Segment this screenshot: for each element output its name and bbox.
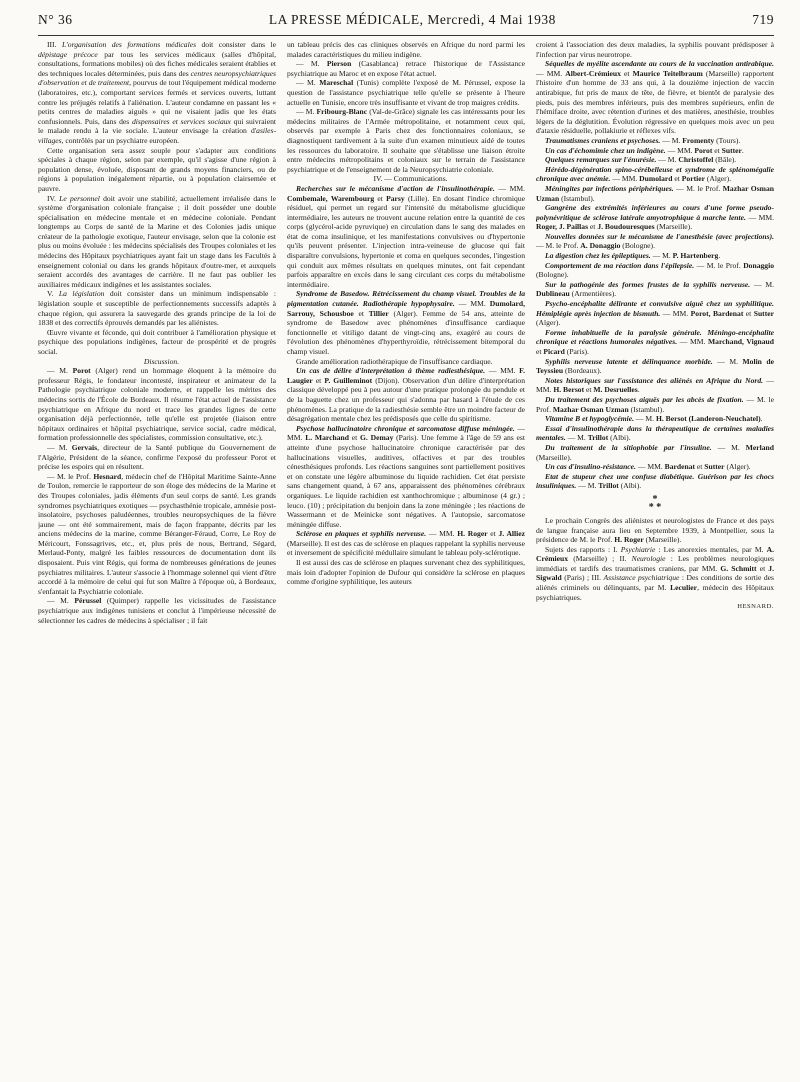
communication-entry xyxy=(287,529,525,558)
text-run: (Alger). xyxy=(724,462,751,472)
text-run: (Marseille). xyxy=(643,535,682,545)
communication-entry xyxy=(536,203,774,232)
communication-entry xyxy=(536,395,774,414)
author-name: Parsy xyxy=(386,193,405,203)
author-name: Sutter xyxy=(721,145,742,155)
text-run: et xyxy=(374,193,387,203)
communication-title: Psycho-encéphalite délirante et convulsive aiguë chez un syphilitique. Hémiplégie après injection de bismuth. xyxy=(536,299,774,318)
emphasis-text: dépistage précoce xyxy=(38,49,98,59)
communication-title: Comportement de ma réaction dans l'épilepsie. xyxy=(545,260,695,270)
page-number: 719 xyxy=(752,12,774,27)
author-name: G. Schmitt xyxy=(720,563,757,573)
paragraph xyxy=(38,40,276,146)
author-name: Mazhar Osman Uzman xyxy=(536,183,774,203)
paragraph: Cette organisation sera assez souple pour s'adapter aux conditions spéciales à chaque région, selon par exemple, qu'il s'agisse d'une région à population dense, évoluée, disposant de grands moyens financiers, ou de régions à population inégalement répartie, ou à population clairsemée et pauvre. xyxy=(38,145,276,193)
text-run: et xyxy=(620,68,633,78)
journal-title: LA PRESSE MÉDICALE, xyxy=(268,12,424,27)
author-name: J. Boudouresques xyxy=(597,222,655,232)
text-run: (Quimper) rappelle les vicissitudes de l'assistance psychiatrique aux indigènes tunisiens et conclut à l'impérieuse nécessité de sélectionner les cadres de médecins à spécialiser ; il fait xyxy=(38,596,276,625)
emphasis-text: Neurologie xyxy=(631,554,666,564)
communication-entry xyxy=(536,184,774,203)
text-run: (Armentières). xyxy=(569,289,617,299)
communication-title: Syndrome de Basedow. Rétrécissement du champ visuel. Troubles de la pigmentation cutanée. Radiothérapie hypophysaire. xyxy=(287,289,525,309)
text-run: — M. xyxy=(712,356,743,366)
author-name: H. Bersot (Landeron-Neuchatel) xyxy=(655,414,761,424)
author-name: Mareschal xyxy=(319,78,354,88)
communication-entry xyxy=(536,59,774,136)
author-name: Fromenty xyxy=(682,135,715,145)
communication-title: Forme inhabituelle de la paralysie générale. Méningo-encéphalite chronique et réactions humorales négatives. xyxy=(536,327,774,347)
text-run: — MM. xyxy=(454,299,490,309)
communication-entry xyxy=(536,414,774,424)
text-run: (Alger). xyxy=(704,174,732,184)
announcement-paragraph xyxy=(536,516,774,545)
text-run: et xyxy=(487,529,499,539)
discussion-entry xyxy=(38,472,276,597)
communication-entry xyxy=(536,146,774,156)
communication-title: Psychose hallucinatoire chronique et sarcomatose diffuse méningée. xyxy=(296,423,515,433)
text-run: (Dijon). Observation d'un délire d'interprétation classique développé peu à peu autour d'une pratique prolongée du pendule et de la baguette chez un professeur qui s'adonna par hasard à l'étude de ces phénomènes. La pratique de la radiesthésie semble être un moindre facteur de désagrégation mentale chez les prédisposés que celle du spiritisme. xyxy=(287,375,525,424)
text-run: (Bologne). xyxy=(620,241,655,251)
column-1 xyxy=(38,40,276,625)
communication-entry xyxy=(536,280,774,299)
author-name: A. Crémieux xyxy=(536,544,774,564)
text-run: — M. xyxy=(47,596,75,606)
communication-title: Sclérose en plaques et syphilis nerveuse. xyxy=(296,529,427,539)
paragraph: un tableau précis des cas cliniques observés en Afrique du nord parmi les malades caractéristiques du milieu indigène. xyxy=(287,40,525,59)
section-heading-communications: IV. — Communications. xyxy=(373,174,448,184)
column-2 xyxy=(287,40,525,625)
text-run: et xyxy=(672,174,682,184)
asterism xyxy=(536,493,774,513)
text-run: — M. xyxy=(650,251,673,261)
communication-title: Séquelles de myélite ascendante au cours de la vaccination antirabique. xyxy=(545,59,774,69)
text-columns xyxy=(38,40,774,625)
text-run: — MM. xyxy=(287,423,525,443)
author-name: Dumolard, Sarrouy, Schousboe xyxy=(287,299,525,318)
author-name: G. Demay xyxy=(360,433,394,443)
author-name: Albert-Crémieux xyxy=(565,68,621,78)
text-run: — MM. xyxy=(635,462,665,472)
text-run: IV. xyxy=(47,193,60,203)
author-name: Mazhar Osman Uzman xyxy=(552,404,629,414)
discussion-entry xyxy=(287,59,525,78)
text-run: Le prochain Congrès des aliénistes et neurologistes de France et des pays de langue française aura lieu en Septembre 1939, à Montpellier, sous la présidence de M. le Prof. xyxy=(536,515,774,545)
author-name: Maurice Teitelbraum xyxy=(632,68,703,78)
text-run: qui suivraient le malade rendu à la vie sociale. L'auteur envisage la création d' xyxy=(38,116,276,136)
text-run: : Les anorexies mentales, par M. xyxy=(655,544,767,554)
text-run: et xyxy=(588,222,598,232)
paragraph xyxy=(38,194,276,290)
text-run: (Istambul). xyxy=(628,404,665,414)
text-run: — M. le Prof. xyxy=(536,394,774,414)
communication-entry xyxy=(536,136,774,146)
text-run: (Paris). xyxy=(564,347,589,356)
text-run: — M. xyxy=(296,59,327,69)
author-name: Dumolard xyxy=(639,174,673,184)
author-name: P. Guilleminot xyxy=(324,375,373,385)
author-name: J. Sigwald xyxy=(536,563,774,583)
emphasis-text: Le personnel xyxy=(59,193,100,203)
text-run: (Alger). xyxy=(536,318,561,328)
text-run: (Paris). Une femme à l'âge de 59 ans est atteinte d'une psychose hallucinatoire chronique caractérisée par des hallucinations visuelles, auditives, olfactives et par des troubles cénesthésiques profonds. Les réactions sanguines sont partiellement positives et on constate une légère albuminose du liquide rachidien. Cet état persiste sans changement quand, à 67 ans, apparaissent des phénomènes cérébraux organiques. Le liquide rachidien est xanthochromique ; albuminose (4 gr.) ; leuco. (10) ; précipitation du benjoin dans la zone méningée ; les réactions de Wassermann et de Meinicke sont négatives. A l'autopsie, sarcomatose méningée diffuse. xyxy=(287,433,525,529)
author-name: Donaggio xyxy=(743,260,774,270)
text-run: (Bordeaux). xyxy=(563,366,602,376)
author-signature: HESNARD. xyxy=(737,603,774,611)
text-run: — M. xyxy=(47,366,73,376)
text-run: doit avoir une stabilité, actuellement irréalisée dans le système d'organisation coloniale française ; il doit posséder une double spécialisation en médecine mentale et en médecine coloniale. Pendant longtemps au Corps de santé de la Marine et des Colonies jadis unique créateur de la pathologie exotique, l'auteur envisage, selon que la colonie est plus ou moins évoluée : les médecins spécialisés des Troupes coloniales et les médecins des Hôpitaux psychiatriques ayant fait un stage dans les Facultés à enseignement colonial ou dans les grands hôpitaux d'outre-mer, et auxquels seraient accordés des avantages de carrière. Il ne faut pas oublier les auxiliaires médicaux indigènes et les assistantes sociales. xyxy=(38,193,276,289)
communication-entry xyxy=(536,424,774,443)
text-run: , pourvus de tout l'équipement médical moderne (laboratoires, etc.), comportant services fermés et services ouverts, luttant contre les préjugés relatifs à l'aliénation. L'auteur condamne en passant les « petits centres de maladies aiguës » qui ne visaient jadis que les états confusionnels. Puis, dans des xyxy=(38,78,276,126)
text-run: et xyxy=(695,462,705,472)
discussion-entry xyxy=(287,78,525,107)
communication-title: Essai d'insulinothérapie dans la thérapeutique de certaines maladies mentales. xyxy=(536,423,774,443)
communication-entry xyxy=(536,376,774,395)
text-run: . xyxy=(637,385,640,395)
communication-entry xyxy=(287,289,525,356)
text-run: : Les problèmes neurologiques immédiats et tardifs des traumatismes craniens, par MM. xyxy=(536,554,774,573)
text-run: et xyxy=(312,375,325,385)
text-run: (Bâle). xyxy=(713,155,737,165)
text-run: par tous les services médicaux (salles d'hôpital, consultations, formations mobiles) où des fiches médicales seraient établies et des techniques locales déterminées, puis dans des xyxy=(38,49,276,78)
paragraph: Grande amélioration radiothérapique de l'insuffisance cardiaque. xyxy=(296,356,493,366)
text-run: et xyxy=(743,308,754,318)
text-run: — MM. xyxy=(494,183,525,193)
text-run: (Marseille). xyxy=(536,452,572,462)
emphasis-text: Assistance psychiatrique xyxy=(603,573,680,583)
text-run: (Bologne). xyxy=(536,270,569,280)
column-3 xyxy=(536,40,774,625)
author-name: Porot, Bardenat xyxy=(690,308,744,318)
author-name: Porot xyxy=(72,366,91,376)
text-run: — M. xyxy=(296,107,317,117)
text-run: , contrôlés par un psychiatre européen. xyxy=(61,135,180,145)
discussion-entry xyxy=(38,366,276,443)
text-run: (Istambul). xyxy=(559,193,595,203)
author-name: H. Bersot xyxy=(553,385,585,395)
paragraph: croient à l'association des deux maladies, la syphilis pouvant prédisposer à l'infection par virus neurotrope. xyxy=(536,40,774,59)
text-run: — MM. xyxy=(536,68,566,78)
author-name: J. Alliez xyxy=(498,529,525,539)
text-run: — M. le Prof. xyxy=(536,241,581,251)
journal-title-line xyxy=(73,12,753,28)
communication-entry xyxy=(536,261,774,280)
text-run: et xyxy=(353,308,369,318)
communication-title: Un cas d'échomimie chez un indigène. xyxy=(545,145,666,155)
communication-title: Notes historiques sur l'assistance des aliénés en Afrique du Nord. xyxy=(545,375,764,385)
communication-title: Nouvelles données sur le mécanisme de l'anesthésie (avec projections). xyxy=(545,231,774,241)
asterism-bottom: * * xyxy=(648,501,662,513)
discussion-entry xyxy=(38,443,276,472)
author-name: Dublineau xyxy=(536,289,570,299)
text-run: — MM. xyxy=(485,366,520,376)
emphasis-text: L'organisation des formations médicales xyxy=(61,40,197,49)
communication-title: Un cas d'insulino-résistance. xyxy=(545,462,636,472)
text-run: , médecin chef de l'Hôpital Maritime Sainte-Anne de Toulon, remercie le rapporteur de son éloge des médecins de la Marine et des Troupes coloniales, jadis éléments d'un seul corps de santé. Les grands syndromes psychiatriques exotiques — psychasthénie tropicale, amnésie post-insolatoire, psychoses paludéennes, troubles neuropsychiques de la fièvre jaune — ont été sommairement, mais de façon frappante, décrits par les anciens médecins de la marine, comme Béranger-Féraud, Corre, Le Roy de Méricourt, Fonssagrives, etc., et, plus près de nous, Bertrand, Ségard, Merlaud-Ponty, malgré les faibles ressources de documentation dont ils disposaient. Puis vint Régis, qui forma de nombreuses générations de jeunes psychiatres militaires. L'auteur s'associe à l'hommage solennel qui vient d'être accordé à la mémoire de celui qui fut son Maître à l'époque où, à Bordeaux, s'enfantait la Psychiatrie coloniale. xyxy=(38,471,276,596)
text-run: , directeur de la Santé publique du Gouvernement de l'Algérie, Président de la séance, confirme l'exposé du professeur Porot et précise les espoirs qui en résultent. xyxy=(38,442,276,472)
emphasis-text: Psychiatrie xyxy=(620,544,656,554)
text-run: — M. xyxy=(660,135,683,145)
text-run: et xyxy=(584,385,594,395)
text-run: — MM. xyxy=(660,308,691,318)
text-run: et xyxy=(536,347,544,356)
author-name: H. Roger xyxy=(457,529,488,539)
communication-entry xyxy=(536,251,774,261)
text-run: (Marseille). xyxy=(654,222,693,232)
communication-entry xyxy=(536,472,774,491)
author-name: Portier xyxy=(681,174,705,184)
author-name: Sutter xyxy=(753,308,774,318)
author-name: Sutter xyxy=(704,462,725,472)
author-name: Leculier xyxy=(670,583,698,593)
communication-entry xyxy=(536,328,774,357)
running-head xyxy=(38,12,774,34)
discussion-entry xyxy=(38,596,276,625)
communication-entry xyxy=(536,462,774,472)
text-run: , médecin des Hôpitaux psychiatriques. xyxy=(536,583,774,602)
text-run: — MM. xyxy=(426,529,458,539)
communication-title: Quelques remarques sur l'énurésie. xyxy=(545,155,657,165)
emphasis-text: asiles-villages xyxy=(38,126,276,145)
text-run: (Albi). xyxy=(618,481,642,491)
header-rule xyxy=(38,35,774,36)
announcement-paragraph xyxy=(536,545,774,603)
author-name: Picard xyxy=(543,347,565,356)
author-name: L. Marchand xyxy=(305,433,349,443)
communication-entry xyxy=(287,424,525,530)
author-name: Pérussel xyxy=(74,596,102,606)
author-name: A. Donaggio xyxy=(580,241,621,251)
communication-title: Vitamine B et hypoglycémie. xyxy=(545,414,635,424)
author-name: P. Hartenberg xyxy=(672,251,719,261)
text-run: — M. le Prof. xyxy=(47,471,94,481)
author-name: Porot xyxy=(694,145,713,155)
author-name: Marchand, Vignaud xyxy=(707,337,774,347)
communication-entry xyxy=(536,232,774,251)
author-name: Christoffel xyxy=(678,155,714,165)
communication-title: Du traitement de la sitiophobie par l'insuline. xyxy=(545,442,712,452)
text-run: (Marseille) ; II. xyxy=(568,554,632,564)
text-run: . xyxy=(718,251,721,261)
issue-number: N° 36 xyxy=(38,12,73,27)
author-name: H. Roger xyxy=(614,535,644,545)
communication-title: Hérédo-dégénération spino-cérébelleuse et syndrome de splénomégalie chronique avec anémie. xyxy=(536,164,774,184)
text-run: — MM. xyxy=(536,375,774,395)
text-run: — M. xyxy=(750,279,774,289)
text-run: Sujets des rapports : I. xyxy=(545,544,621,554)
text-run: (Marseille). Il est des cas de sclérose en plaques rappelant la syphilis nerveuse et inversement de spécificité médullaire simulant le tableau poly-sclérotique. xyxy=(287,538,525,558)
text-run: (Albi). xyxy=(608,433,631,443)
author-name: M. Desruelles xyxy=(593,385,638,395)
text-run: — M. le Prof. xyxy=(673,183,723,193)
author-name: Tillier xyxy=(368,308,389,318)
asterism-top: * xyxy=(652,493,658,505)
author-name: Roger, J. Paillas xyxy=(536,222,589,232)
text-run: III. xyxy=(47,40,62,49)
text-run: doit consister dans un minimum indispensable : législation souple et susceptible de perfectionnements successifs adaptés à chaque région, qui assurera la sauvegarde des grands principe de la loi de 1838 et des correctifs éprouvés demandés par les aliénistes. xyxy=(38,289,276,328)
communication-entry xyxy=(287,184,525,290)
text-run: (Tunis) complète l'exposé de M. Pérussel, expose la question de l'assistance psychiatrique telle qu'elle se présente à l'heure actuelle en Tunisie, encore très insuffisante et vivant de trop maigres crédits. xyxy=(287,78,525,107)
discussion-entry xyxy=(287,107,525,174)
text-run: . xyxy=(741,145,744,155)
section-heading-discussion: Discussion. xyxy=(143,356,180,366)
communication-title: Un cas de délire d'interprétation à thème radiesthésique. xyxy=(296,366,486,376)
emphasis-text: centres neuropsychiatriques d'observation et de traitement xyxy=(38,68,276,88)
author-name: Hesnard xyxy=(93,471,122,481)
text-run: (Tours). xyxy=(714,135,741,145)
text-run: . xyxy=(760,414,763,424)
author-name: Combemale, Warembourg xyxy=(287,193,375,203)
author-name: Pierson xyxy=(326,59,352,69)
emphasis-text: dispensaires et services sociaux xyxy=(131,116,231,126)
author-name: F. Laugier xyxy=(287,366,525,385)
text-run: — M. xyxy=(656,155,679,165)
text-run: — M. xyxy=(296,78,320,88)
communication-title: La digestion chez les épileptiques. xyxy=(545,251,651,261)
text-run: (Alger). Femme de 54 ans, atteinte de syndrome de Basedow avec phénomènes d'insuffisance cardiaque fonctionnelle et vitiligo datant de vingt-cinq ans, exagéré au cours de l'évolution des phénomènes d'hyperthyroïdie, rétrécissement bitemporal du champ visuel. xyxy=(287,308,525,356)
communication-title: Etat de stupeur chez une confuse diabétique. Guérison par les chocs insuliniques. xyxy=(536,471,774,491)
text-run: — MM. xyxy=(677,337,708,347)
issue-date: Mercredi, 4 Mai 1938 xyxy=(427,12,556,27)
text-run: (Marseille) rapportent l'histoire d'un homme de 33 ans qui, à la douzième injection de vaccin antirabique, fut pris de maux de tête, de fièvre, et bientôt de paralysie des pieds, puis des membres inférieurs, puis des membres supérieurs, enfin de l'hémiface droite, avec rétention d'urines et des matières, anesthésie, troubles légers de la déglutition. Évolution régressive en quelques mois avec un peu d'ataxie résiduelle, pollakiurie et réflexes vifs. xyxy=(536,68,774,136)
text-run: : Des conditions de sortie des aliénés criminels ou délinquants, par M. xyxy=(536,573,774,593)
paragraph xyxy=(38,289,276,327)
author-name: Trillot xyxy=(587,433,609,443)
text-run: — M. xyxy=(634,414,656,424)
text-run: — MM. xyxy=(665,145,695,155)
communication-entry xyxy=(536,155,774,165)
text-run: — M. xyxy=(47,442,72,452)
text-run: (Val-de-Grâce) signale les cas intéressants pour les médecins militaires de l'Armée métropolitaine, et notamment ceux qui, observés par exemple à Paris chez des fonctionnaires coloniaux, se diagnostiquent tardivement à la suite d'un examen minutieux aidé de toutes les ressources du laboratoire. Il souhaite que s'établisse une liaison étroite entre médecins métropolitains et coloniaux sur le terrain de l'assistance psychiatrique et de l'enseignement de la Neuropsychiatrie coloniale. xyxy=(287,107,525,174)
text-run: (Casablanca) retrace l'historique de l'Assistance psychiatrique au Maroc et en expose l'état actuel. xyxy=(287,59,525,78)
text-run: (Paris) ; III. xyxy=(561,573,604,583)
text-run: — M. le Prof. xyxy=(694,260,744,270)
text-run: — M. xyxy=(711,442,746,452)
communication-entry xyxy=(287,366,525,424)
author-name: Trillot xyxy=(598,481,619,491)
text-run: — M. xyxy=(576,481,599,491)
communication-title: Recherches sur le mécanisme d'action de l'insulinothérapie. xyxy=(296,183,495,193)
author-name: Gervais xyxy=(71,442,98,452)
text-run: et xyxy=(348,433,361,443)
text-run: (Lille). En dosant l'indice chromique résiduel, qui permet un regard sur l'intensité du métabolisme glucidique intermédiaire, les auteurs ne trouvent aucune relation entre la quantité de ces corps (glycérol-acide pyruvique) en circulation dans le sang des malades en état de coma insulinique, et les manifestations convulsives ou d'hypertonie qu'ils peuvent présenter. L'injection intra-veineuse de glucose qui fait disparaître convulsions, hypertonie et coma en quelques secondes, l'ingestion qui conduit aux mêmes résultats en quelques minutes, ont fait cependant parfois apparaître en excès dans le sang circulant ces corps du métabolisme intermédiaire. xyxy=(287,193,525,289)
author-name: Merland xyxy=(745,442,774,452)
text-run: — MM. xyxy=(610,174,640,184)
communication-entry xyxy=(536,299,774,328)
text-run: (Alger) rend un hommage éloquent à la mémoire du professeur Régis, le fondateur incontesté, inspirateur et animateur de la Pathologie psychiatrique coloniale moderne, et rappelle les mérites des médecins sortis de l'École de Bordeaux. Il résume l'état actuel de l'assistance psychiatrique en Afrique du nord et trace les grandes lignes de cette organisation déjà perfectionnée, telle qu'elle est projetée (liaison entre hôpitaux ordinaires et hôpital psychiatrique, service social, cadre médical, formation professionnelle des spécialistes, commission consultative, etc.). xyxy=(38,366,276,443)
paragraph: Œuvre vivante et féconde, qui doit contribuer à l'amélioration physique et psychique des populations indigènes, facteur de prospérité et de progrès social. xyxy=(38,327,276,356)
communication-entry xyxy=(536,443,774,462)
text-run: et xyxy=(756,563,769,573)
communication-entry xyxy=(536,165,774,184)
text-run: doit consister dans le xyxy=(196,40,276,49)
communication-title: Gangrène des extrémités inférieures au cours d'une forme pseudo-polynévritique de sclérose latérale amyotrophique à marche lente. xyxy=(536,203,774,222)
communication-title: Sur la pathogénie des formes frustes de la syphilis nerveuse. xyxy=(545,279,751,289)
communication-title: Traumatismes craniens et psychoses. xyxy=(545,135,661,145)
text-run: — M. xyxy=(565,433,588,443)
communication-title: Méningites par infections périphériques. xyxy=(545,183,674,193)
text-run: V. xyxy=(47,289,59,299)
communication-entry xyxy=(536,357,774,376)
text-run: — MM. xyxy=(745,212,774,222)
author-name: Fribourg-Blanc xyxy=(316,107,368,117)
communication-title: Syphilis nerveuse latente et délinquance morbide. xyxy=(545,356,713,366)
communication-title: Du traitement des psychoses aiguës par les abcès de fixation. xyxy=(545,394,744,404)
text-run: et xyxy=(712,145,722,155)
author-name: Bardenat xyxy=(664,462,696,472)
author-name: Molin de Teyssieu xyxy=(536,356,774,376)
emphasis-text: La législation xyxy=(58,289,105,299)
paragraph: Il est aussi des cas de sclérose en plaques survenant chez des syphilitiques, mais loin d'adopter l'opinion de Dufour qui considère la sclérose en plaques comme d'origine syphilitique, les auteurs xyxy=(287,558,525,587)
